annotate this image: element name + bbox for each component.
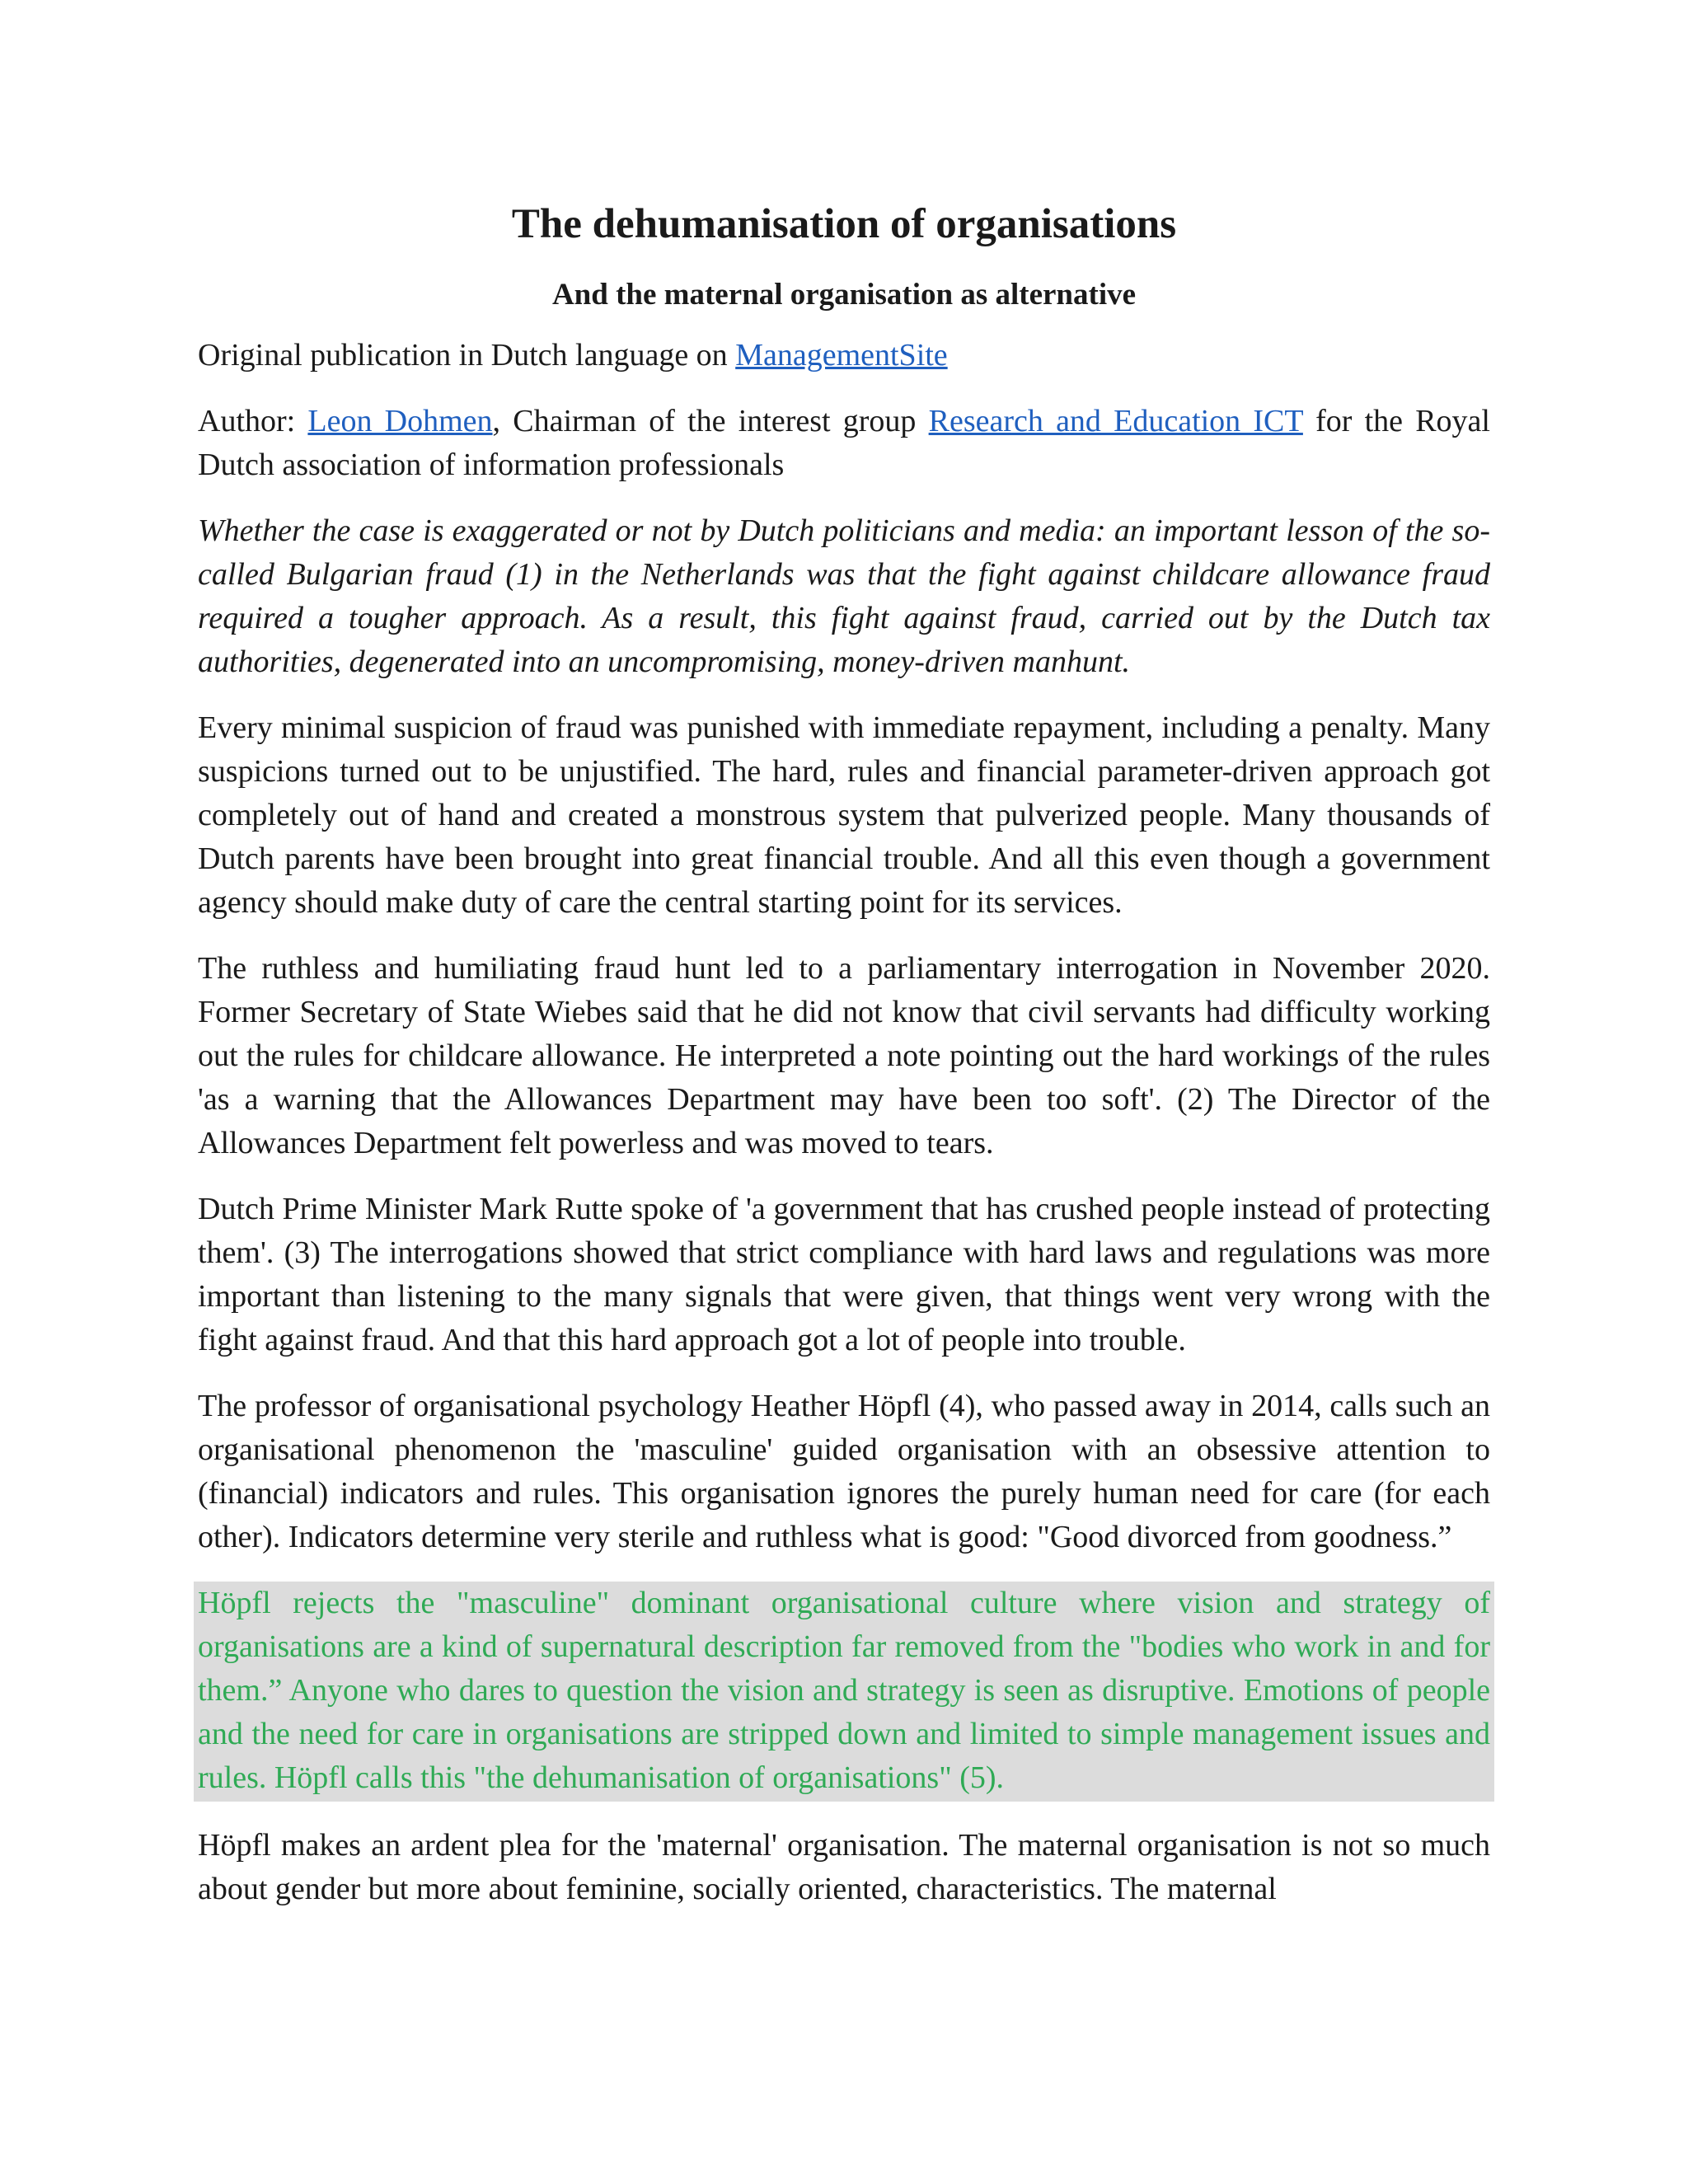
document-body xyxy=(198,334,1490,1933)
paragraph: The professor of organisational psychology Heather Höpfl (4), who passed away in 2014, calls such an organisational phenomenon the 'masculine' guided organisation with an obsessive attention to (financial) indicators and rules. This organisation ignores the purely human need for care (for each other). Indicators determine very sterile and ruthless what is good: "Good divorced from goodness.” xyxy=(198,1389,1490,1554)
paragraph: The ruthless and humiliating fraud hunt led to a parliamentary interrogation in November 2020. Former Secretary of State Wiebes said that he did not know that civil servants had difficulty working out the rules for childcare allowance. He interpreted a note pointing out the hard workings of the rules 'as a warning that the Allowances Department may have been too soft'. (2) The Director of the Allowances Department felt powerless and was moved to tears. xyxy=(198,951,1490,1160)
paragraph: Every minimal suspicion of fraud was punished with immediate repayment, including a penalty. Many suspicions turned out to be unjustified. The hard, rules and financial parameter-driven approach got completely out of hand and created a monstrous system that pulverized people. Many thousands of Dutch parents have been brought into great financial trouble. And all this even though a government agency should make duty of care the central starting point for its services. xyxy=(198,710,1490,920)
author-prefix: Author: xyxy=(198,404,308,438)
interest-group-link[interactable]: Research and Education ICT xyxy=(928,404,1303,438)
author-middle: , Chairman of the interest group xyxy=(492,404,929,438)
managementsite-link[interactable]: ManagementSite xyxy=(735,338,948,373)
document-page xyxy=(198,0,1490,2184)
paragraph: Dutch Prime Minister Mark Rutte spoke of 'a government that has crushed people instead of protecting them'. (3) The interrogations showed that strict compliance with hard laws and regulations was more important than listening to the many signals that were given, that things went very wrong with the fight against fraud. And that this hard approach got a lot of people into trouble. xyxy=(198,1192,1490,1357)
intro-paragraph: Whether the case is exaggerated or not by Dutch politicians and media: an important lesson of the so-called Bulgarian fraud (1) in the Netherlands was that the fight against childcare allowance fraud required a tougher approach. As a result, this fight against fraud, carried out by the Dutch tax authorities, degenerated into an uncompromising, money-driven manhunt. xyxy=(198,513,1490,679)
publication-line xyxy=(198,334,1490,377)
highlighted-paragraph: Höpfl rejects the "masculine" dominant organisational culture where vision and strategy of organisations are a kind of supernatural description far removed from the "bodies who work in and for them.” Anyone who dares to question the vision and strategy is seen as disruptive. Emotions of people and the need for care in organisations are stripped down and limited to simple management issues and rules. Höpfl calls this "the dehumanisation of organisations" (5). xyxy=(194,1582,1494,1802)
document-subtitle: And the maternal organisation as alternative xyxy=(551,278,1137,312)
document-title: The dehumanisation of organisations xyxy=(511,201,1177,247)
author-name-link[interactable]: Leon Dohmen xyxy=(307,404,493,438)
author-suffix: for the Royal Dutch association of information professionals xyxy=(198,404,1490,482)
author-line xyxy=(198,400,1490,487)
publication-prefix: Original publication in Dutch language on xyxy=(198,338,736,373)
closing-paragraph: Höpfl makes an ardent plea for the 'maternal' organisation. The maternal organisation is not so much about gender but more about feminine, socially oriented, characteristics. The maternal xyxy=(198,1828,1490,1906)
